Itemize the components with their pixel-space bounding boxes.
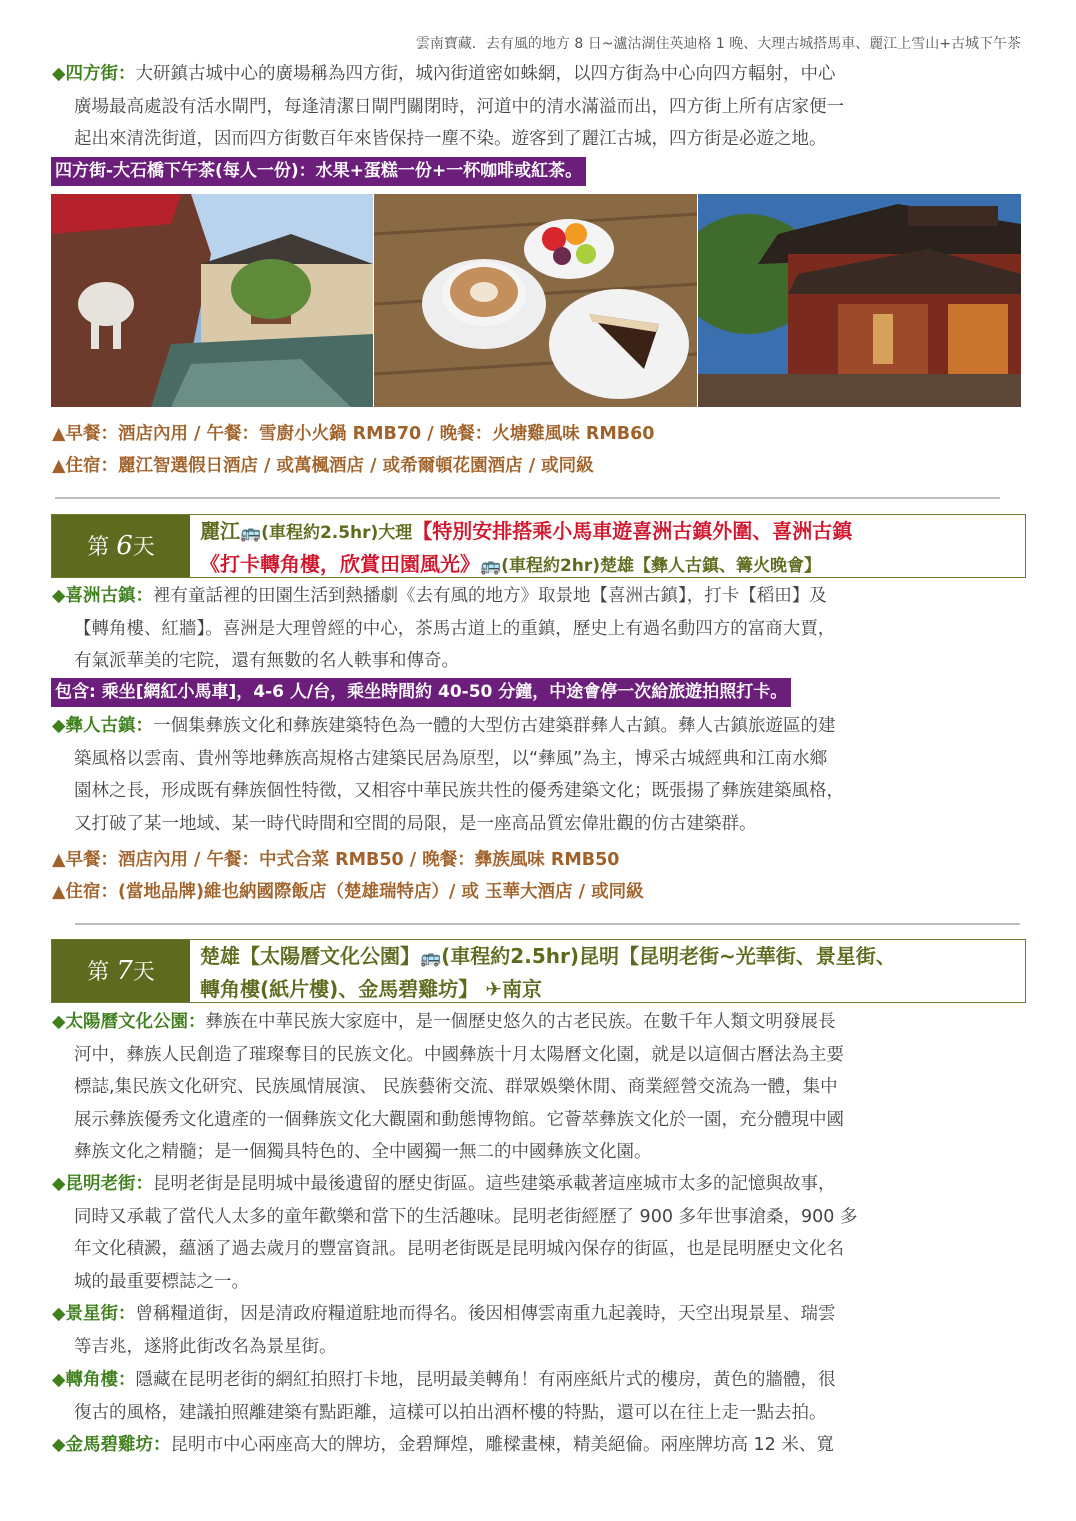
bus-icon: 🚌	[420, 948, 442, 968]
section-jingxing: ◆景星街：曾稱糧道街，因是清政府糧道駐地而得名。後因相傳雲南重九起義時，天空出現景星、瑞雲 等吉兆，遂將此街改名為景星街。	[52, 1304, 836, 1357]
tea-banner: 四方街-大石橋下午茶(每人一份)：水果+蛋糕一份+一杯咖啡或紅茶。	[51, 157, 586, 186]
horse-cart-banner: 包含: 乘坐[網紅小馬車]，4-6 人/台，乘坐時間約 40-50 分鐘，中途會停一次給旅遊拍照打卡。	[51, 678, 791, 707]
section-taiyang: ◆太陽曆文化公園：彝族在中華民族大家庭中，是一個歷史悠久的古老民族。在數千年人類文明發展長 河中，彝族人民創造了璀璨奪目的民族文化。中國彝族十月太陽曆文化園，就是以這個古曆法為主要 標誌,集民族文化研究、民族風情展演、 民族藝術交流、群眾娛樂休閒、商業經營交流為一體，集中 展示彝族優秀文化遺產的一個彝族文化大觀園和動態博物館。它薈萃彝族文化於一園，充分體現中國 彝族文化之精髓；是一個獨具特色的、全中國獨一無二的中國彝族文化園。	[52, 1012, 844, 1162]
day7-route: 楚雄【太陽曆文化公園】🚌(車程約2.5hr)昆明【昆明老街~光華街、景星街、 轉角樓(紙片樓)、金馬碧雞坊】 ✈南京	[200, 944, 896, 1001]
meal-info: ▲早餐：酒店內用 / 午餐：中式合菜 RMB50 / 晚餐：彝族風味 RMB50	[52, 850, 620, 870]
bus-icon: 🚌	[480, 556, 502, 576]
section-title: 四方街：	[65, 64, 136, 84]
diamond-bullet-icon: ◆	[52, 1012, 66, 1032]
photo-afternoon-tea	[374, 194, 697, 407]
section-sifang: ◆四方街：大研鎮古城中心的廣場稱為四方街，城內街道密如蛛網，以四方街為中心向四方輻射，中心 廣場最高處設有活水閘門，每逢清潔日閘門關閉時，河道中的清水滿溢而出，四方街上所有店家便一 起出來清洗街道，因而四方街數百年來皆保持一塵不染。遊客到了麗江古城，四方街是必遊之地。	[52, 64, 844, 149]
plane-icon: ✈	[485, 977, 503, 1001]
photo-sifang-night	[698, 194, 1021, 407]
divider	[55, 497, 1000, 499]
diamond-bullet-icon: ◆	[52, 1370, 66, 1390]
section-yiren: ◆彝人古鎮：一個集彝族文化和彝族建築特色為一體的大型仿古建築群彝人古鎮。彝人古鎮旅遊區的建 築風格以雲南、貴州等地彝族高規格古建築民居為原型，以“彝風”為主，博采古城經典和江南水鄉 園林之長，形成既有彝族個性特徵，又相容中華民族共性的優秀建築文化；既張揚了彝族建築風格， 又打破了某一地域、某一時代時間和空間的局限，是一座高品質宏偉壯觀的仿古建築群。	[52, 716, 844, 834]
diamond-bullet-icon: ◆	[52, 1435, 66, 1455]
day6-route: 麗江🚌(車程約2.5hr)大理【特別安排搭乘小馬車遊喜洲古鎮外圍、喜洲古鎮 《打卡轉角樓，欣賞田園風光》🚌(車程約2hr)楚雄【彝人古鎮、篝火晚會】	[200, 519, 853, 576]
hotel-info: ▲住宿：(當地品牌)維也納國際飯店（楚雄瑞特店）/ 或 玉華大酒店 / 或同級	[52, 882, 644, 902]
diamond-bullet-icon: ◆	[52, 64, 66, 84]
diamond-bullet-icon: ◆	[52, 1174, 66, 1194]
bus-icon: 🚌	[240, 523, 262, 543]
page-header: 雲南寶藏．去有風的地方 8 日~瀘沽湖住英迪格 1 晚、大理古城搭馬車、麗江上雪山+古城下午茶	[415, 36, 1021, 52]
section-jinma: ◆金馬碧雞坊：昆明市中心兩座高大的牌坊，金碧輝煌，雕樑畫棟，精美絕倫。兩座牌坊高 12 米、寬	[52, 1435, 834, 1455]
section-xizhou: ◆喜洲古鎮：裡有童話裡的田園生活到熱播劇《去有風的地方》取景地【喜洲古鎮】，打卡【稻田】及 【轉角樓、紅牆】。喜洲是大理曾經的中心，茶馬古道上的重鎮，歷史上有過名動四方的富商大賈， 有氣派華美的宅院，還有無數的名人軼事和傳奇。	[52, 586, 836, 671]
meal-info: ▲早餐：酒店內用 / 午餐：雪廚小火鍋 RMB70 / 晚餐：火塘雞風味 RMB60	[52, 424, 655, 444]
day7-header	[51, 939, 1026, 1003]
photo-lijiang-canal	[51, 194, 373, 407]
day-badge: 第 7天	[52, 940, 190, 1002]
hotel-info: ▲住宿：麗江智選假日酒店 / 或萬楓酒店 / 或希爾頓花園酒店 / 或同級	[52, 456, 594, 476]
divider	[75, 923, 1020, 925]
day6-header	[51, 514, 1026, 578]
diamond-bullet-icon: ◆	[52, 716, 66, 736]
section-zhuanjiao: ◆轉角樓：隱藏在昆明老街的網紅拍照打卡地，昆明最美轉角！有兩座紙片式的樓房，黃色的牆體，很 復古的風格，建議拍照離建築有點距離，這樣可以拍出酒杯樓的特點，還可以在往上走一點去拍。	[52, 1370, 836, 1423]
diamond-bullet-icon: ◆	[52, 586, 66, 606]
diamond-bullet-icon: ◆	[52, 1304, 66, 1324]
day-badge: 第 6天	[52, 515, 190, 577]
section-laojie: ◆昆明老街：昆明老街是昆明城中最後遺留的歷史街區。這些建築承載著這座城市太多的記憶與故事， 同時又承載了當代人太多的童年歡樂和當下的生活趣味。昆明老街經歷了 900 多年世事滄桑，900 多 年文化積澱，蘊涵了過去歲月的豐富資訊。昆明老街既是昆明城內保存的街區，也是昆明歷史文化名 城的最重要標誌之一。	[52, 1174, 858, 1292]
